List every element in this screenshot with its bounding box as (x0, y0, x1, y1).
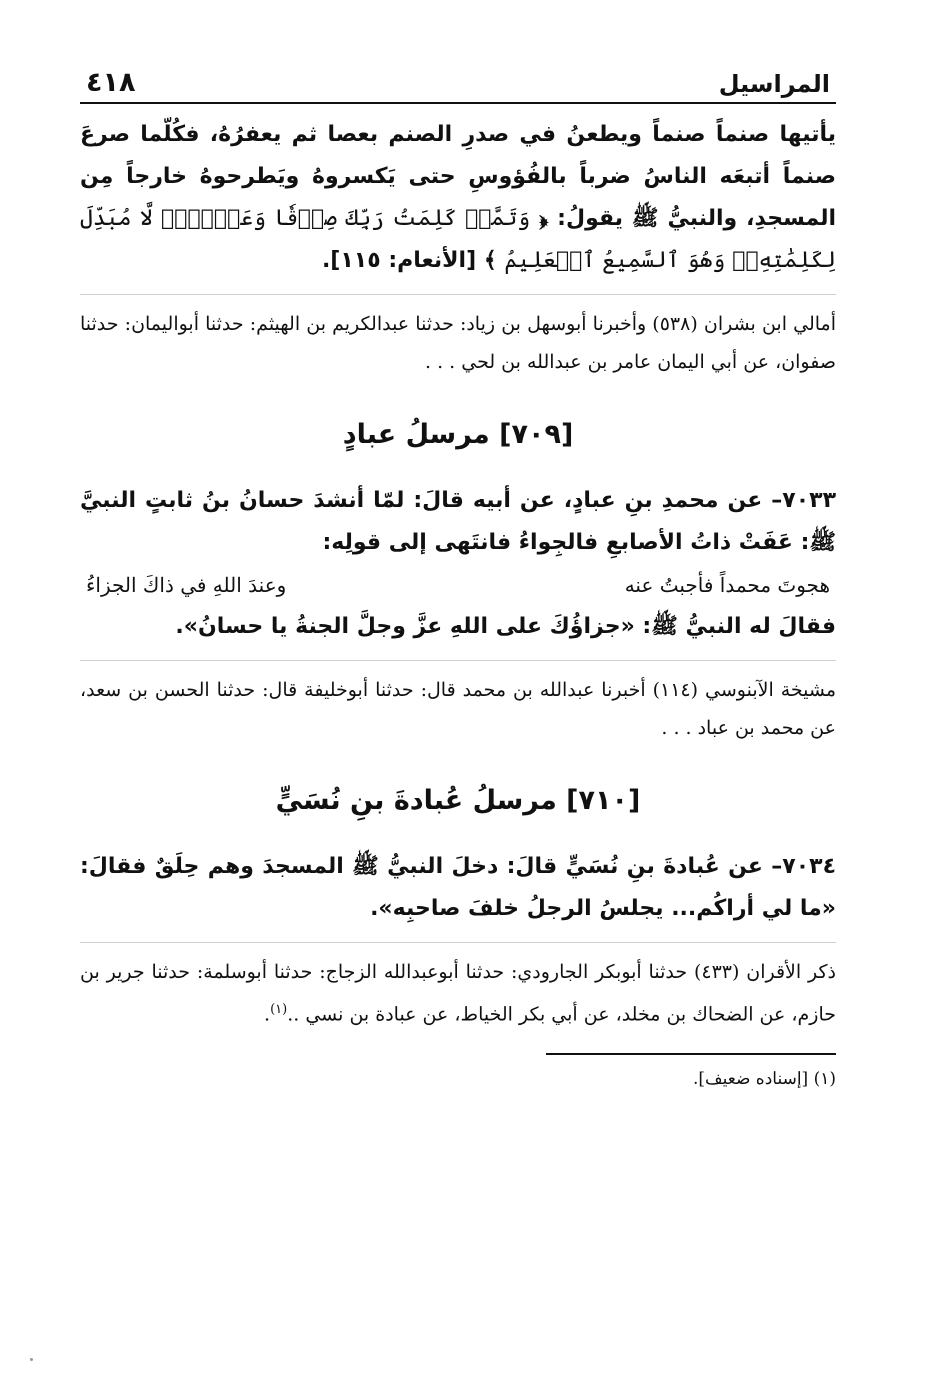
hadith-text: ٧٠٣٤– عن عُبادةَ بنِ نُسَيٍّ قالَ: دخلَ النبيُّ ﷺ المسجدَ وهم حِلَقٌ فقالَ: «ما لي أراكُم... يجلسُ الرجلُ خلفَ صاحبِه». (80, 854, 836, 921)
section-heading: [٧٠٩] مرسلُ عبادٍ (342, 419, 574, 450)
scan-speck (30, 1358, 33, 1361)
footnote: (١) [إسناده ضعيف]. (692, 1069, 836, 1090)
source-text: ذكر الأقران (٤٣٣) حدثنا أبوبكر الجارودي: حدثنا أبوعبدالله الزجاج: حدثنا أبوسلمة: حدثنا جرير بن حازم، عن الضحاك بن مخلد، عن أبي بكر الخياط، عن عبادة بن نسي .. (80, 961, 836, 1026)
section-heading: [٧١٠] مرسلُ عُبادةَ بنِ نُسَيٍّ (275, 785, 641, 816)
running-title: المراسيل (718, 70, 830, 98)
page-body (80, 114, 836, 1089)
footnote-divider (546, 1053, 836, 1055)
hadith-text: ٧٠٣٣– عن محمدِ بنِ عبادٍ، عن أبيه قالَ: لمّا أنشدَ حسانُ بنُ ثابتٍ النبيَّ ﷺ: عَفَتْ ذاتُ الأصابعِ فالجِواءُ فانتَهى إلى قولِه: (80, 488, 836, 555)
source-end-mark: . (264, 1003, 271, 1026)
book-page (80, 52, 836, 1089)
poem-hemistich-first: هجوتَ محمداً فأجبتُ عنه (624, 573, 830, 597)
poem-verse (80, 564, 836, 606)
hadith-text: فقالَ له النبيُّ ﷺ: «جزاؤُكَ على اللهِ عزَّ وجلَّ الجنةُ يا حسانُ». (175, 614, 836, 639)
footnote-reference: (١) (270, 1002, 288, 1017)
source-citation: أمالي ابن بشران (٥٣٨) وأخبرنا أبوسهل بن زياد: حدثنا عبدالكريم بن الهيثم: حدثنا أبواليمان: حدثنا صفوان، عن أبي اليمان عامر بن عبدالله بن لحي . . . (80, 294, 836, 381)
hadith-continuation (80, 114, 836, 282)
page-header (80, 52, 836, 104)
page-number: ٤١٨ (86, 67, 136, 98)
source-citation: مشيخة الآبنوسي (١١٤) أخبرنا عبدالله بن محمد قال: حدثنا أبوخليفة قال: حدثنا الحسن بن سعد، عن محمد بن عباد . . . (80, 660, 836, 747)
quran-verse: وَتَمَّتۡ كَلِمَتُ رَبِّكَ صِدۡقٗا وَعَدۡلٗاۚ لَّا مُبَدِّلَ لِكَلِمَٰتِهِۦۚ وَهُوَ ٱلسَّمِيعُ ٱلۡعَلِيمُ (80, 206, 836, 273)
poem-hemistich-second: وعندَ اللهِ في ذاكَ الجزاءُ (86, 573, 287, 597)
hadith-text: يأتيها صنماً صنماً ويطعنُ في صدرِ الصنم بعصا ثم يعفرُهُ، فكُلّما صرعَ صنماً أتبعَه الناسُ ضرباً بالفُؤوسِ حتى يَكسروهُ ويَطرحوهُ خارجاً مِن المسجدِ، والنبيُّ ﷺ يقولُ: ﴿ (80, 122, 837, 231)
verse-reference: ﴾ [الأنعام: ١١٥]. (321, 248, 497, 273)
source-citation (80, 942, 836, 1033)
